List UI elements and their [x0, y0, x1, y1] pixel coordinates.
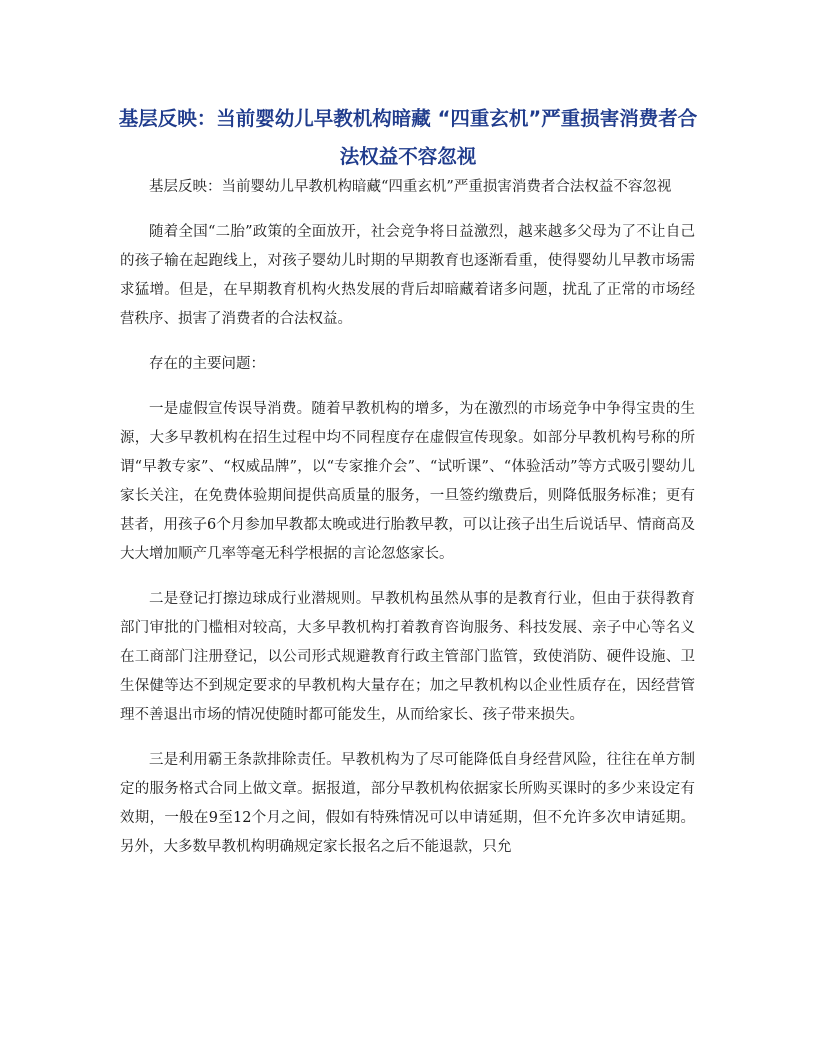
paragraph-issue-3: 三是利用霸王条款排除责任。早教机构为了尽可能降低自身经营风险，往往在单方制定的服务格式合同上做文章。据报道，部分早教机构依据家长所购买课时的多少来设定有效期，一般在9至12个月之间，假如有特殊情况可以申请延期，但不允许多次申请延期。另外，大多数早教机构明确规定家长报名之后不能退款，只允	[120, 752, 695, 855]
paragraph-heading-repeat: 基层反映：当前婴幼儿早教机构暗藏“四重玄机”严重损害消费者合法权益不容忽视	[149, 179, 672, 195]
paragraph-issue-2: 二是登记打擦边球成行业潜规则。早教机构虽然从事的是教育行业，但由于获得教育部门审批的门槛相对较高，大多早教机构打着教育咨询服务、科技发展、亲子中心等名义在工商部门注册登记，以公司形式规避教育行政主管部门监管，致使消防、硬件设施、卫生保健等达不到规定要求的早教机构大量存在；加之早教机构以企业性质存在，因经营管理不善退出市场的情况使随时都可能发生，从而给家长、孩子带来损失。	[120, 591, 695, 723]
paragraph-intro: 随着全国“二胎”政策的全面放开，社会竞争将日益激烈，越来越多父母为了不让自己的孩子输在起跑线上，对孩子婴幼儿时期的早期教育也逐渐看重，使得婴幼儿早教市场需求猛增。但是，在早期教育机构火热发展的背后却暗藏着诸多问题，扰乱了正常的市场经营秩序、损害了消费者的合法权益。	[120, 224, 695, 327]
document-title: 基层反映：当前婴幼儿早教机构暗藏 “四重玄机”严重损害消费者合法权益不容忽视	[118, 107, 698, 168]
paragraph-issues-heading: 存在的主要问题：	[149, 356, 265, 372]
paragraph-issue-1: 一是虚假宣传误导消费。随着早教机构的增多，为在激烈的市场竞争中争得宝贵的生源，大多早教机构在招生过程中均不同程度存在虚假宣传现象。如部分早教机构号称的所谓“早教专家”、“权威品牌”，以“专家推介会”、“试听课”、“体验活动”等方式吸引婴幼儿家长关注，在免费体验期间提供高质量的服务，一旦签约缴费后，则降低服务标准；更有甚者，用孩子6个月参加早教都太晚或进行胎教早教，可以让孩子出生后说话早、情商高及大大增加顺产几率等毫无科学根据的言论忽悠家长。	[120, 401, 695, 562]
document-body	[120, 173, 695, 878]
